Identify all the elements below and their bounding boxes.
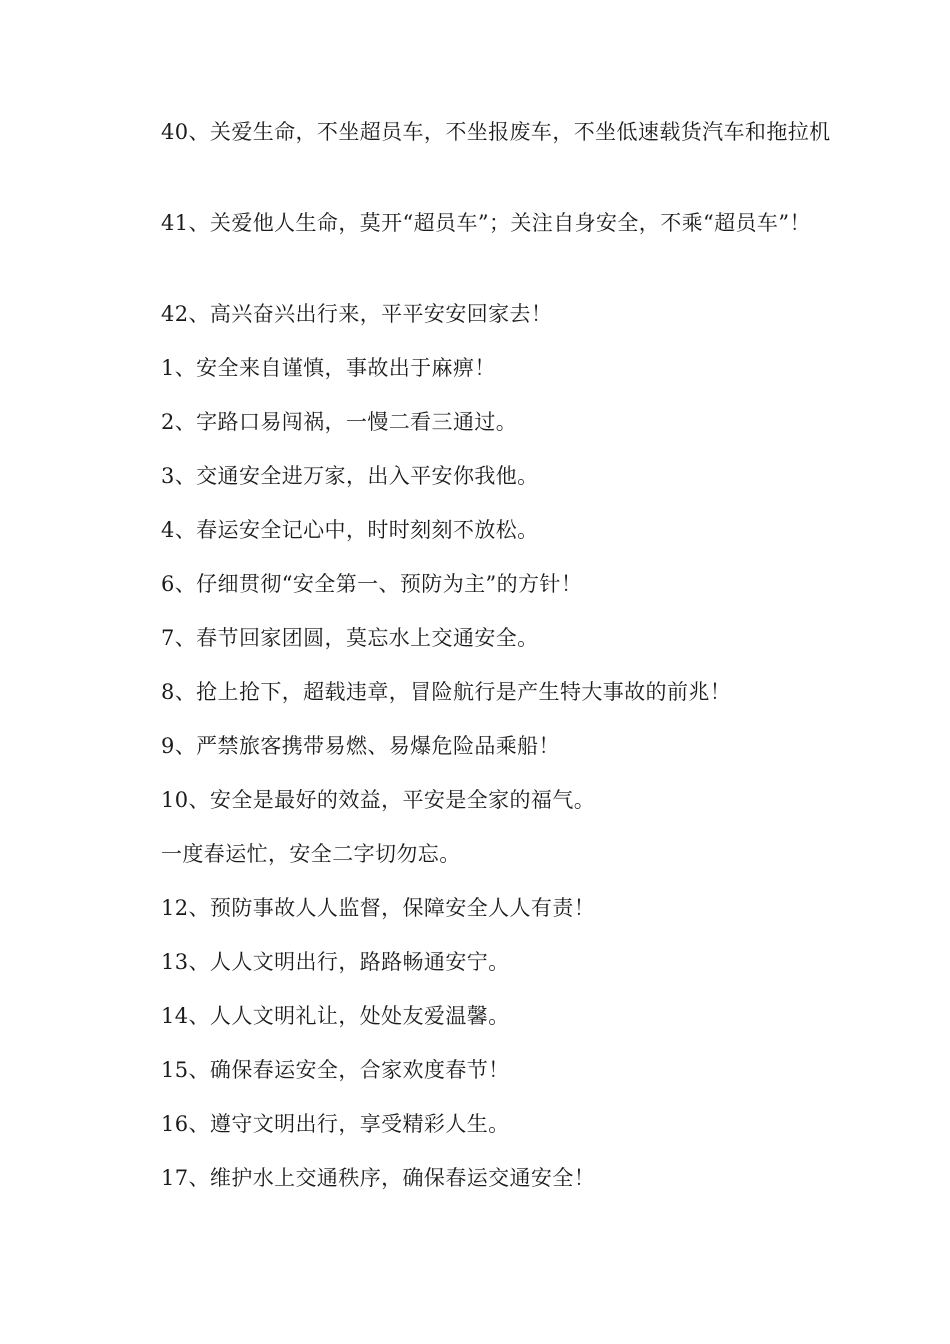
paragraph-14: 14、人人文明礼让，处处友爱温馨。 (161, 1004, 510, 1028)
paragraph-41: 41、关爱他人生命，莫开“超员车”；关注自身安全，不乘“超员车”！ (161, 211, 811, 235)
paragraph-15: 15、确保春运安全，合家欢度春节！ (161, 1058, 510, 1082)
paragraph-11: 一度春运忙，安全二字切勿忘。 (161, 842, 461, 866)
paragraph-9: 9、严禁旅客携带易燃、易爆危险品乘船！ (161, 734, 560, 758)
paragraph-1: 1、安全来自谨慎，事故出于麻痹！ (161, 356, 496, 380)
paragraph-4: 4、春运安全记心中，时时刻刻不放松。 (161, 518, 539, 542)
paragraph-3: 3、交通安全进万家，出入平安你我他。 (161, 464, 539, 488)
paragraph-10: 10、安全是最好的效益，平安是全家的福气。 (161, 788, 596, 812)
paragraph-42: 42、高兴奋兴出行来，平平安安回家去！ (161, 302, 553, 326)
paragraph-17: 17、维护水上交通秩序，确保春运交通安全！ (161, 1166, 596, 1190)
paragraph-13: 13、人人文明出行，路路畅通安宁。 (161, 950, 510, 974)
paragraph-2: 2、字路口易闯祸，一慢二看三通过。 (161, 410, 518, 434)
paragraph-7: 7、春节回家团圆，莫忘水上交通安全。 (161, 626, 539, 650)
paragraph-8: 8、抢上抢下，超载违章，冒险航行是产生特大事故的前兆！ (161, 680, 732, 704)
paragraph-6: 6、仔细贯彻“安全第一、预防为主”的方针！ (161, 572, 583, 596)
paragraph-40: 40、关爱生命，不坐超员车，不坐报废车，不坐低速载货汽车和拖拉机 (161, 120, 831, 144)
paragraph-16: 16、遵守文明出行，享受精彩人生。 (161, 1112, 510, 1136)
paragraph-12: 12、预防事故人人监督，保障安全人人有责！ (161, 896, 596, 920)
